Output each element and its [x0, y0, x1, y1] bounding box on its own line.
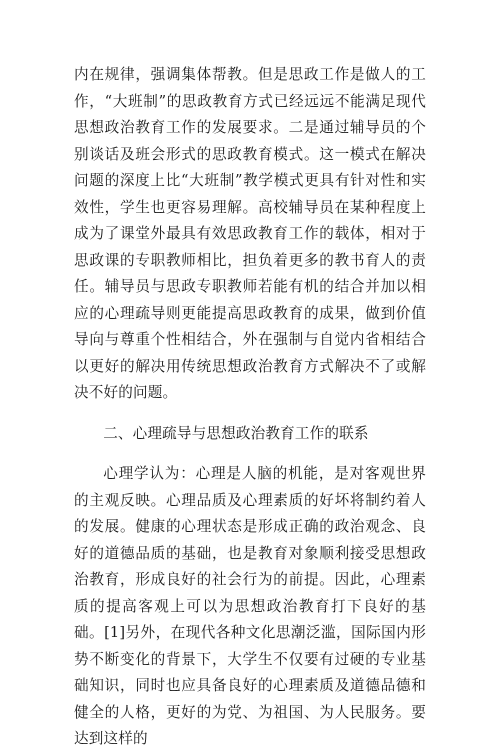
section-heading: 二、心理疏导与思想政治教育工作的联系: [103, 424, 369, 442]
body-paragraph-1: 内在规律，强调集体帮教。但是思政工作是做人的工作，“大班制”的思政教育方式已经远远不能满足现代思想政治教育工作的发展要求。二是通过辅导员的个别谈话及班会形式的思政教育模式。这一模式在解决问题的深度上比“大班制”教学模式更具有针对性和实效性，学生也更容易理解。高校辅导员在某种程度上成为了课堂外最具有效思政教育工作的载体，相对于思政课的专职教师相比，担负着更多的教书育人的责任。辅导员与思政专职教师若能有机的结合并加以相应的心理疏导则更能提高思政教育的成果，做到价值导向与尊重个性相结合，外在强制与自觉内省相结合以更好的解决用传统思想政治教育方式解决不了或解决不好的问题。: [74, 66, 426, 401]
body-paragraph-2: 心理学认为：心理是人脑的机能，是对客观世界的主观反映。心理品质及心理素质的好坏将制约着人的发展。健康的心理状态是形成正确的政治观念、良好的道德品质的基础，也是教育对象顺利接受思想政治教育，形成良好的社会行为的前提。因此，心理素质的提高客观上可以为思想政治教育打下良好的基础。[1]另外，在现代各种文化思潮泛滥，国际国内形势不断变化的背景下，大学生不仅要有过硬的专业基础知识，同时也应具备良好的心理素质及道德品德和健全的人格，更好的为党、为祖国、为人民服务。要达到这样的: [74, 465, 426, 747]
document-page: [74, 62, 426, 753]
